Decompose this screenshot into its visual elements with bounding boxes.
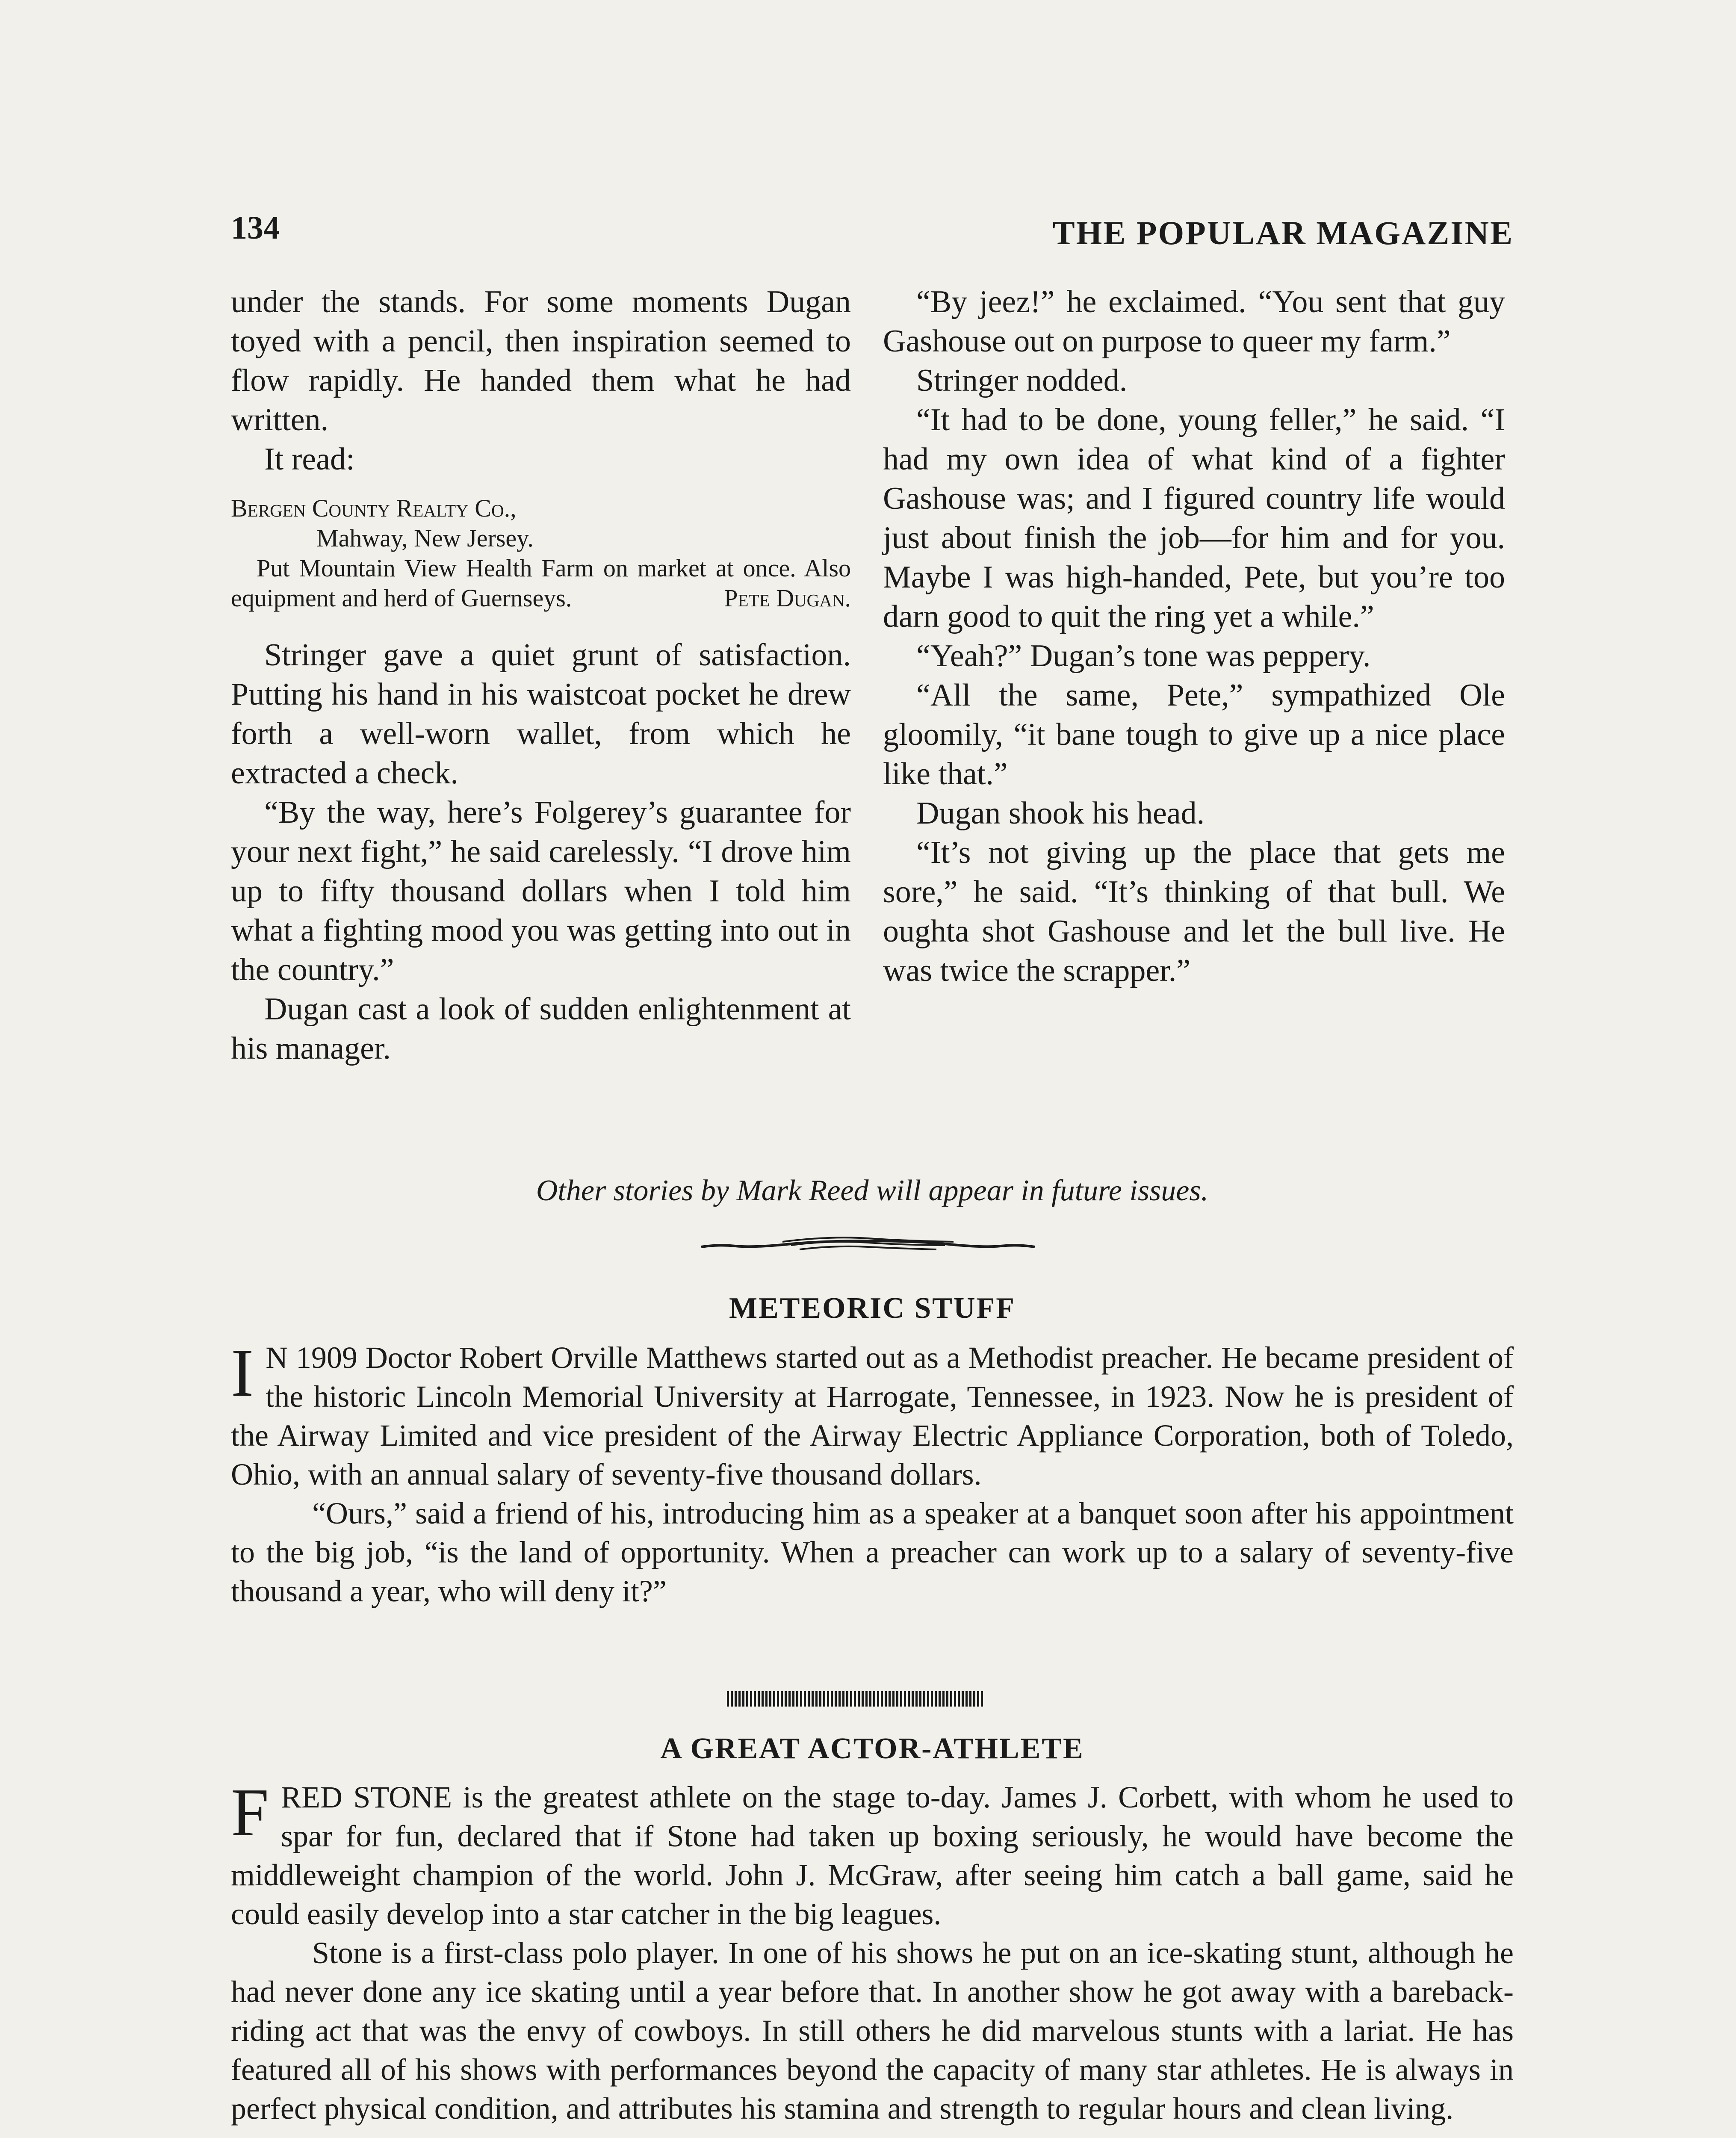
telegram-message: [231, 493, 851, 613]
paragraph: Stone is a first-class polo player. In one of his shows he put on an ice-skating stunt, although he had never done any ice skating until a year before that. In another show he got away with a bareback-riding act that was the envy of cowboys. In still others he did marvelous stunts with a lariat. He has featured all of his shows with performances beyond the capacity of many star athletes. He is always in perfect physical condition, and attributes his stamina and strength to regular hours and clean living.: [231, 1936, 1514, 2126]
paragraph-text: N 1909 Doctor Robert Orville Matthews started out as a Methodist preacher. He became president of the historic Lincoln Memorial University at Harrogate, Tennessee, in 1923. Now he is president of the Airway Limited and vice president of the Airway Electric Appliance Corporation, both of Toledo, Ohio, with an annual salary of seventy-five thousand dollars.: [231, 1341, 1514, 1491]
drop-cap: I: [231, 1335, 254, 1411]
paragraph: It read:: [264, 442, 355, 477]
paragraph: Dugan cast a look of sudden enlightenment at his manager.: [231, 992, 851, 1066]
paragraph: “It’s not giving up the place that gets me sore,” he said. “It’s thinking of that bull. We oughta shot Gashouse and let the bull live. He was twice the scrapper.”: [883, 835, 1505, 988]
left-column: [231, 282, 851, 1068]
article-title: A GREAT ACTOR-ATHLETE: [660, 1732, 1084, 1765]
article-title: METEORIC STUFF: [729, 1292, 1016, 1325]
paragraph: “By the way, here’s Folgerey’s guarantee for your next fight,” he said carelessly. “I drove him up to fifty thousand dollars when I told him what a fighting mood you was getting into out in the country.”: [231, 795, 851, 987]
telegram-signature: Pete Dugan.: [724, 584, 851, 612]
page-number: 134: [231, 210, 280, 246]
paragraph: “All the same, Pete,” sympathized Ole gloomily, “it bane tough to give up a nice place like that.”: [883, 678, 1505, 791]
telegram-body: [231, 553, 851, 613]
magazine-title: THE POPULAR MAGAZINE: [1052, 214, 1514, 251]
telegram-addressee: Bergen County Realty Co.,: [231, 494, 517, 522]
article-meteoric-stuff: [231, 1335, 1514, 1611]
paragraph: [231, 1774, 1514, 1934]
paragraph: Stringer gave a quiet grunt of satisfaction. Putting his hand in his waistcoat pocket he drew forth a well-worn wallet, from which he extracted a check.: [231, 638, 851, 791]
article-actor-athlete: [231, 1774, 1514, 2128]
paragraph: Stringer nodded.: [916, 363, 1128, 398]
running-head: [231, 210, 1514, 257]
paragraph: “Yeah?” Dugan’s tone was peppery.: [916, 638, 1371, 673]
paragraph: under the stands. For some moments Dugan toyed with a pencil, then inspiration seemed to flow rapidly. He handed them what he had written.: [231, 284, 851, 437]
paragraph: “Ours,” said a friend of his, introducing him as a speaker at a banquet soon after his appointment to the big job, “is the land of opportunity. When a preacher can work up to a salary of seventy-five thousand a year, who will deny it?”: [231, 1496, 1514, 1608]
paragraph: “It had to be done, young feller,” he said. “I had my own idea of what kind of a fighter Gashouse was; and I figured country life would just about finish the job—for him and for you. Maybe I was high-handed, Pete, but you’re too darn good to quit the ring yet a while.”: [883, 402, 1505, 634]
paragraph: “By jeez!” he exclaimed. “You sent that guy Gashouse out on purpose to queer my farm.”: [883, 284, 1505, 359]
section-divider: [727, 1691, 983, 1707]
paragraph-text: RED STONE is the greatest athlete on the stage to-day. James J. Corbett, with whom he used to spar for fun, declared that if Stone had taken up boxing seriously, he would have become the middleweight champion of the world. John J. McGraw, after seeing him catch a ball game, said he could easily develop into a star catcher in the big leagues.: [231, 1780, 1514, 1931]
story-note: Other stories by Mark Reed will appear in future issues.: [536, 1174, 1209, 1207]
telegram-location: Mahway, New Jersey.: [316, 524, 534, 552]
paragraph: Dugan shook his head.: [916, 796, 1205, 831]
wave-ornament: [701, 1231, 1035, 1257]
paragraph: [231, 1335, 1514, 1494]
telegram-text: Put Mountain View Health Farm on market at once. Also equipment and herd of Guernseys.: [231, 554, 851, 612]
drop-cap: F: [231, 1774, 269, 1850]
right-column: [883, 282, 1505, 990]
